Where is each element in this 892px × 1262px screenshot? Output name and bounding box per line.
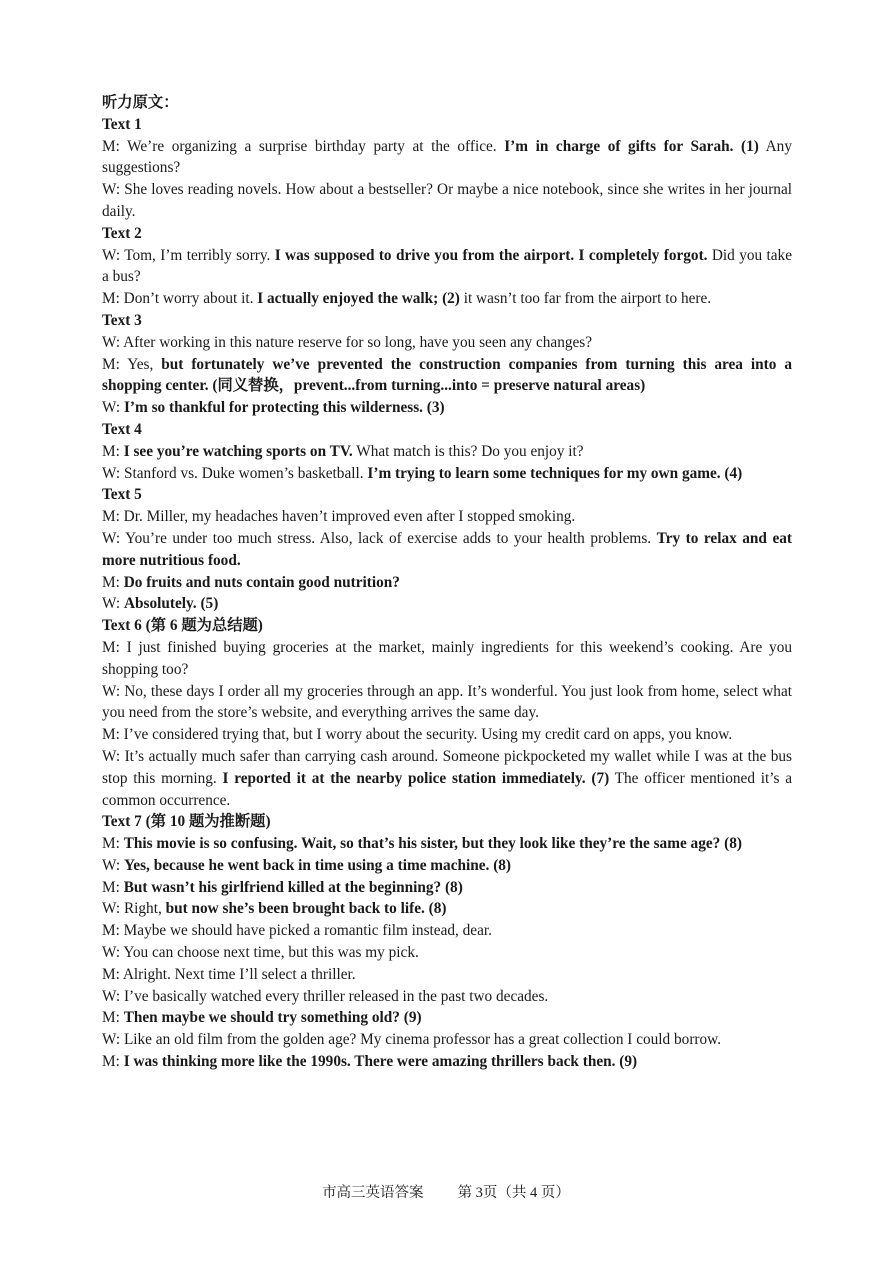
dialogue-line	[102, 593, 792, 615]
key-phrase: I’m trying to learn some techniques for my own game. (4)	[367, 464, 743, 482]
dialogue-text: W: It’s actually much safer than carrying cash around. Someone pickpocketed my wallet while I was at the bus stop this morning.	[102, 747, 792, 787]
dialogue-line	[102, 964, 792, 986]
dialogue-text	[733, 138, 741, 155]
dialogue-text: M:	[102, 573, 124, 591]
dialogue-line	[102, 942, 792, 964]
dialogue-line	[102, 1051, 792, 1073]
transcript-content	[102, 92, 792, 1073]
transcript-sections	[102, 114, 792, 1073]
dialogue-text: W: No, these days I order all my groceries through an app. It’s wonderful. You just look from home, select what you need from the store’s website, and everything arrives the same day.	[102, 682, 792, 722]
section-heading: Text 2	[102, 224, 142, 242]
dialogue-line	[102, 506, 792, 528]
dialogue-text: W:	[102, 595, 124, 613]
dialogue-line	[102, 1007, 792, 1029]
dialogue-line	[102, 681, 792, 725]
key-phrase: I’m so thankful for protecting this wilderness. (3)	[123, 399, 445, 417]
dialogue-text: M:	[102, 1053, 124, 1071]
dialogue-line	[102, 332, 792, 354]
dialogue-text: The officer mentioned it’s a common occurrence.	[102, 769, 792, 809]
section-heading: Text 6 (第 6 题为总结题)	[102, 617, 263, 635]
dialogue-text: W:	[102, 856, 124, 874]
key-phrase: Try to relax and eat more nutritious food.	[102, 529, 792, 569]
dialogue-text: W: Like an old film from the golden age? My cinema professor has a great collection I could borrow.	[102, 1031, 722, 1049]
key-phrase: I actually enjoyed the walk; (2)	[257, 290, 460, 308]
footer-page-number: 第 3页（共 4 页）	[457, 1185, 570, 1201]
dialogue-line	[102, 855, 792, 877]
key-phrase: I see you’re watching sports on TV.	[123, 442, 353, 460]
dialogue-text: M:	[102, 1009, 124, 1027]
section-heading: Text 3	[102, 311, 142, 329]
dialogue-text: M: I just finished buying groceries at the market, mainly ingredients for this weekend’s cooking. Are you shopping too?	[102, 638, 792, 678]
dialogue-text: W: After working in this nature reserve for so long, have you seen any changes?	[102, 333, 593, 351]
section-heading: Text 7 (第 10 题为推断题)	[102, 813, 271, 831]
key-phrase: (1)	[741, 137, 759, 155]
dialogue-line	[102, 463, 792, 485]
dialogue-line	[102, 920, 792, 942]
dialogue-line	[102, 179, 792, 223]
dialogue-text: M:	[102, 442, 124, 460]
dialogue-line	[102, 572, 792, 594]
dialogue-line	[102, 898, 792, 920]
dialogue-text: M: I’ve considered trying that, but I worry about the security. Using my credit card on apps, you know.	[102, 726, 733, 744]
dialogue-line	[102, 1029, 792, 1051]
dialogue-text: M: Dr. Miller, my headaches haven’t improved even after I stopped smoking.	[102, 508, 576, 526]
dialogue-line	[102, 397, 792, 419]
dialogue-text: W: You can choose next time, but this was my pick.	[102, 944, 419, 962]
dialogue-line	[102, 986, 792, 1008]
dialogue-text: Did you take a bus?	[102, 246, 792, 286]
key-phrase: I was thinking more like the 1990s. There were amazing thrillers back then. (9)	[123, 1053, 638, 1071]
key-phrase: Do fruits and nuts contain good nutrition?	[123, 573, 400, 591]
key-phrase: but fortunately we’ve prevented the construction companies from turning this area into a shopping center. (同义替换，prevent...from turning...into = preserve natural areas)	[102, 355, 792, 395]
dialogue-text: it wasn’t too far from the airport to here.	[459, 290, 712, 308]
section-heading: Text 5	[102, 486, 142, 504]
dialogue-text: M:	[102, 878, 124, 896]
key-phrase: Then maybe we should try something old? (9)	[123, 1009, 422, 1027]
dialogue-text: W: I’ve basically watched every thriller released in the past two decades.	[102, 987, 549, 1005]
key-phrase: I reported it at the nearby police station immediately. (7)	[222, 769, 610, 787]
dialogue-text: M: Alright. Next time I’ll select a thriller.	[102, 965, 356, 983]
dialogue-text: W: Tom, I’m terribly sorry.	[102, 246, 275, 264]
dialogue-line	[102, 354, 792, 398]
dialogue-line	[102, 136, 792, 180]
dialogue-text: What match is this? Do you enjoy it?	[352, 442, 584, 460]
key-phrase: Yes, because he went back in time using a time machine. (8)	[123, 856, 512, 874]
dialogue-line	[102, 637, 792, 681]
key-phrase: but now she’s been brought back to life. (8)	[165, 900, 447, 918]
key-phrase: Absolutely. (5)	[123, 595, 219, 613]
dialogue-line	[102, 724, 792, 746]
dialogue-text: W: You’re under too much stress. Also, lack of exercise adds to your health problems.	[102, 529, 657, 547]
page-title: 听力原文：	[102, 94, 179, 111]
dialogue-line	[102, 833, 792, 855]
footer-exam-name: 市高三英语答案	[322, 1185, 424, 1201]
dialogue-line	[102, 877, 792, 899]
dialogue-text: W: She loves reading novels. How about a bestseller? Or maybe a nice notebook, since she writes in her journal daily.	[102, 181, 792, 220]
key-phrase: I’m in charge of gifts for Sarah.	[504, 137, 734, 155]
page-footer	[0, 1181, 892, 1202]
dialogue-text: W: Stanford vs. Duke women’s basketball.	[102, 464, 368, 482]
dialogue-line	[102, 245, 792, 289]
dialogue-text: M: Don’t worry about it.	[102, 290, 258, 308]
key-phrase: This movie is so confusing. Wait, so that’s his sister, but they look like they’re the same age? (8)	[123, 835, 742, 853]
dialogue-line	[102, 288, 792, 310]
dialogue-text: W:	[102, 399, 124, 417]
section-heading: Text 1	[102, 115, 142, 133]
dialogue-line	[102, 441, 792, 463]
dialogue-text: M: We’re organizing a surprise birthday party at the office.	[102, 137, 505, 155]
dialogue-text: M: Yes,	[102, 355, 162, 373]
section-heading: Text 4	[102, 420, 142, 438]
key-phrase: I was supposed to drive you from the airport. I completely forgot.	[274, 246, 708, 264]
dialogue-line	[102, 528, 792, 572]
dialogue-text: Any suggestions?	[102, 137, 792, 177]
dialogue-text: W: Right,	[102, 900, 166, 918]
dialogue-text: M:	[102, 835, 124, 853]
key-phrase: But wasn’t his girlfriend killed at the beginning? (8)	[123, 878, 463, 896]
dialogue-text: M: Maybe we should have picked a romantic film instead, dear.	[102, 922, 492, 940]
dialogue-line	[102, 746, 792, 811]
